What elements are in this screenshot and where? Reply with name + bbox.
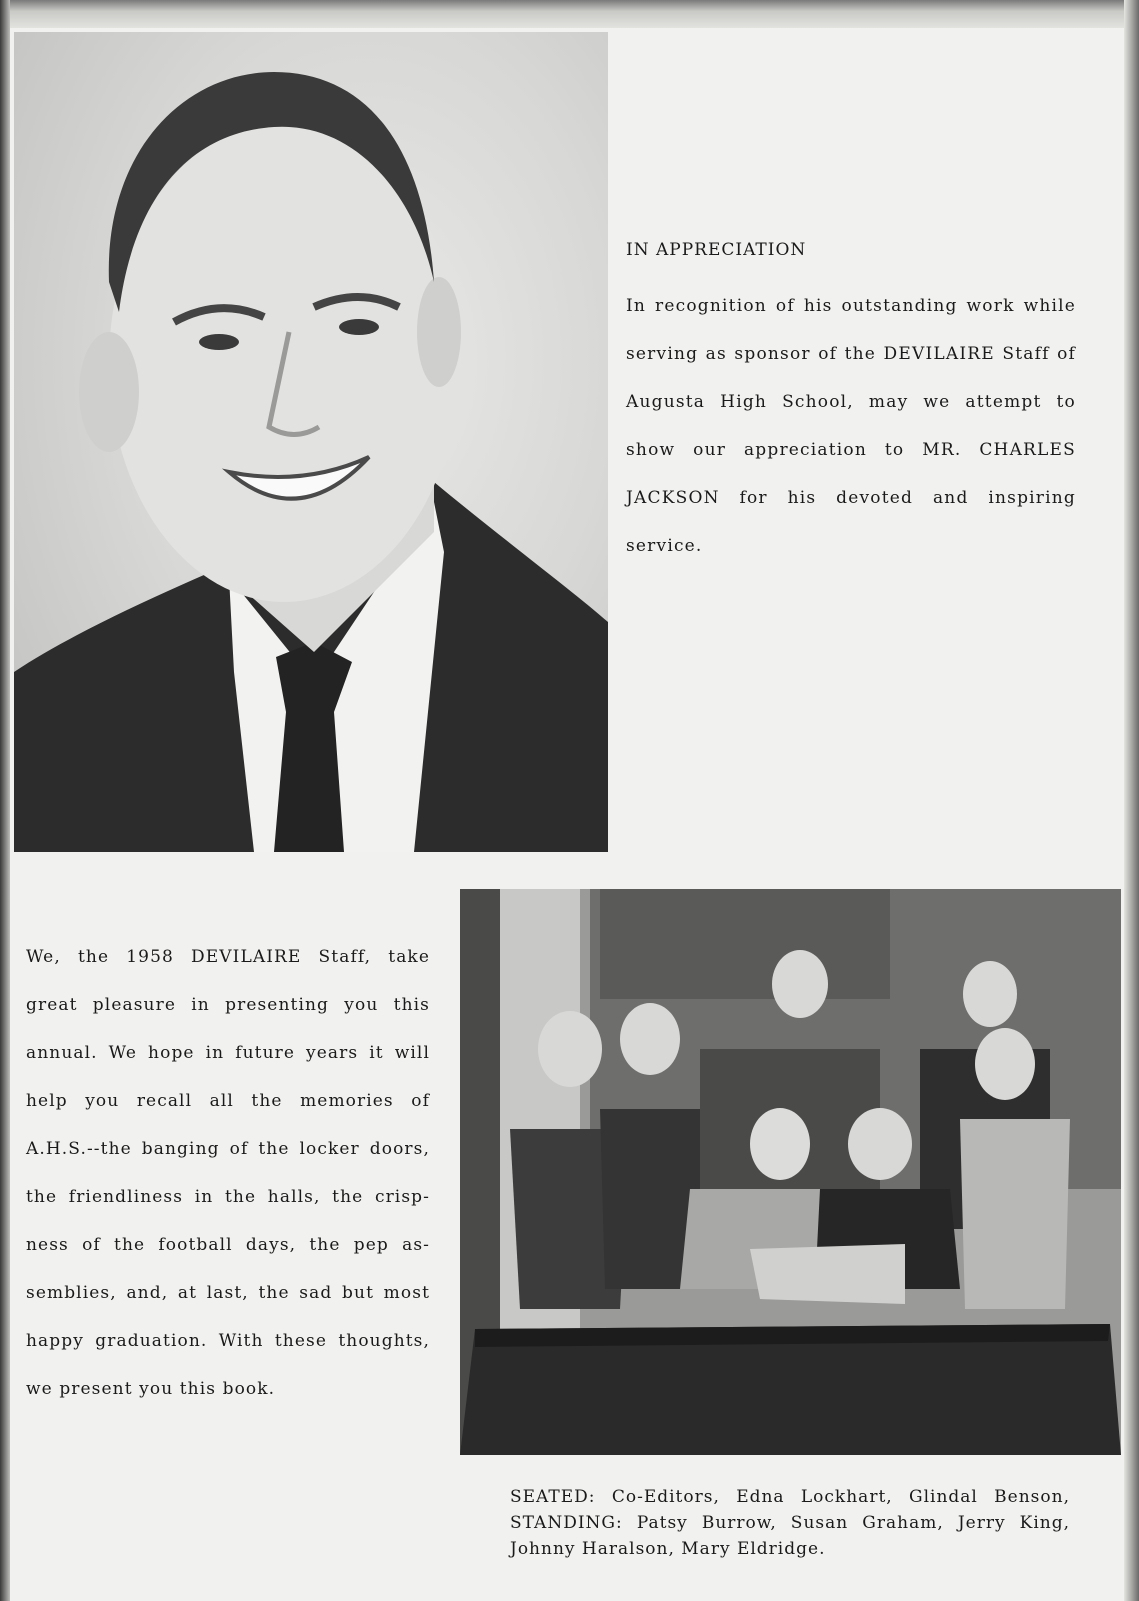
page-right-edge	[1124, 0, 1139, 1601]
page-binding-edge	[0, 0, 10, 1601]
sponsor-portrait-photo	[14, 32, 608, 852]
appreciation-paragraph: In recognition of his outstanding work while serving as sponsor of the DEVILAIRE Staff of Augusta High School, may we attempt to show our appreciation to MR. CHARLES JACKSON for his devoted and inspiring service.	[626, 296, 1076, 556]
staff-group-photo	[460, 889, 1121, 1455]
dedication-paragraph: We, the 1958 DEVILAIRE Staff, take great pleasure in presenting you this annual. We hope in future years it will help you recall all the memories of A.H.S.--the banging of the locker doors, the friendliness in the halls, the crisp-ness of the football days, the pep as-semblies, and, at last, the sad but most happy graduation. With these thoughts, we present you this book.	[26, 947, 430, 1399]
page-top-edge	[0, 0, 1139, 28]
photo-caption: SEATED: Co-Editors, Edna Lockhart, Glindal Benson, STANDING: Patsy Burrow, Susan Graham, Jerry King, Johnny Haralson, Mary Eldridge.	[510, 1487, 1070, 1559]
appreciation-heading: IN APPRECIATION	[626, 240, 807, 260]
